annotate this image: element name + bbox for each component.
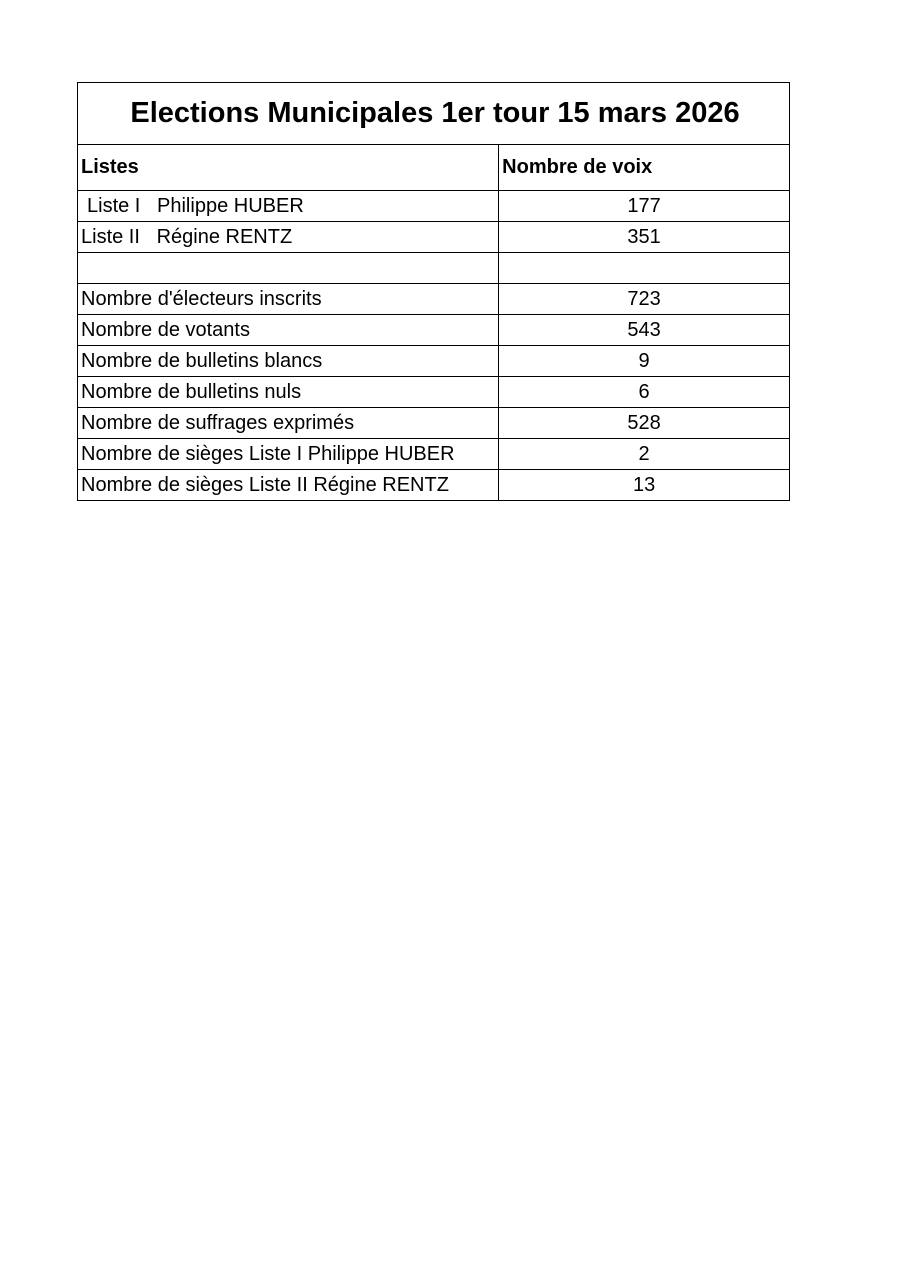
row-label: Nombre de sièges Liste I Philippe HUBER [78, 439, 499, 470]
row-label [78, 253, 499, 284]
table-row-empty [78, 253, 790, 284]
row-value [499, 253, 790, 284]
table-row-nuls [78, 377, 790, 408]
table-row-liste-2 [78, 222, 790, 253]
header-nombre-de-voix: Nombre de voix [499, 145, 790, 191]
row-value: 528 [499, 408, 790, 439]
table-row-blancs [78, 346, 790, 377]
row-label: Nombre de suffrages exprimés [78, 408, 499, 439]
row-value: 9 [499, 346, 790, 377]
row-value: 351 [499, 222, 790, 253]
row-value: 177 [499, 191, 790, 222]
row-value: 13 [499, 470, 790, 501]
header-row [78, 145, 790, 191]
row-label: Nombre de votants [78, 315, 499, 346]
table-row-inscrits [78, 284, 790, 315]
title-row [78, 83, 790, 145]
row-value: 543 [499, 315, 790, 346]
header-listes: Listes [78, 145, 499, 191]
results-table [77, 82, 790, 501]
table-row-sieges-liste-1 [78, 439, 790, 470]
document-title: Elections Municipales 1er tour 15 mars 2026 [78, 83, 790, 145]
row-label: Nombre de sièges Liste II Régine RENTZ [78, 470, 499, 501]
row-value: 723 [499, 284, 790, 315]
row-label: Nombre d'électeurs inscrits [78, 284, 499, 315]
row-value: 6 [499, 377, 790, 408]
table-row-votants [78, 315, 790, 346]
row-label: Nombre de bulletins blancs [78, 346, 499, 377]
row-value: 2 [499, 439, 790, 470]
table-row-exprimes [78, 408, 790, 439]
row-label: Nombre de bulletins nuls [78, 377, 499, 408]
table-row-liste-1 [78, 191, 790, 222]
row-label: Liste I Philippe HUBER [78, 191, 499, 222]
table-row-sieges-liste-2 [78, 470, 790, 501]
row-label: Liste II Régine RENTZ [78, 222, 499, 253]
